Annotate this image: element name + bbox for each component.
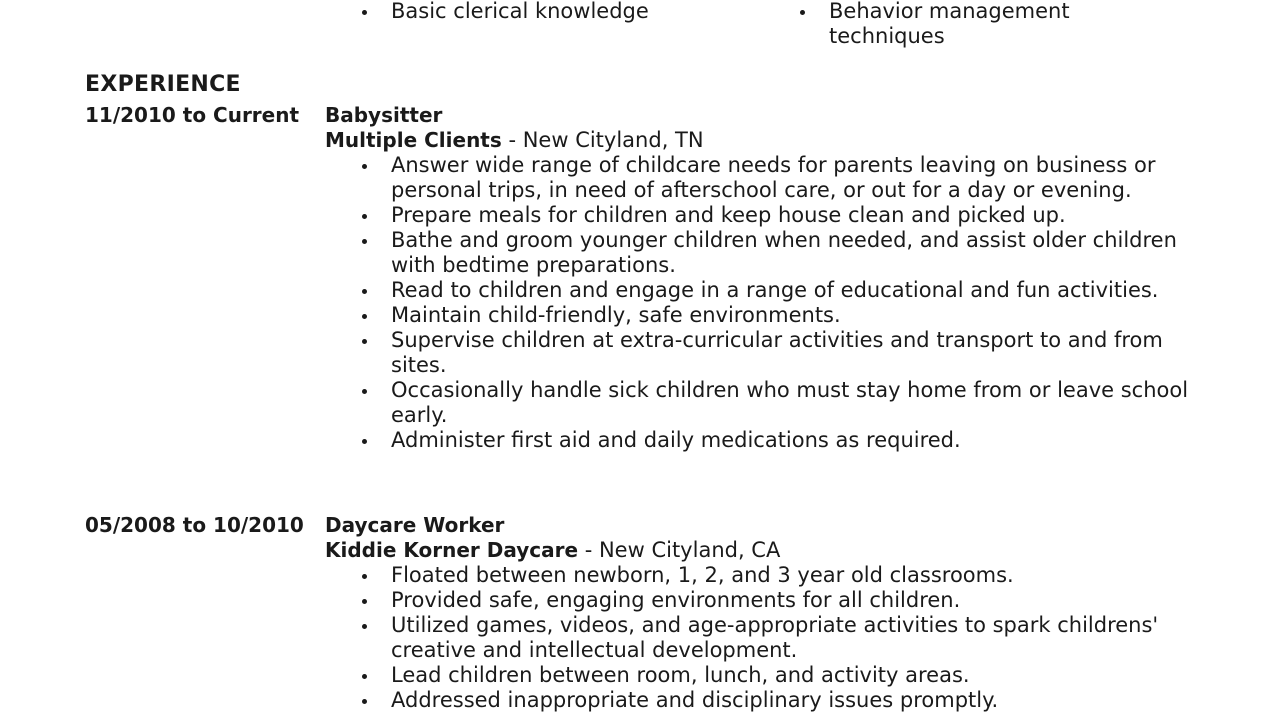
duty-item: Lead children between room, lunch, and activity areas.: [391, 663, 1191, 688]
employer-line: [325, 128, 704, 153]
skill-item: Basic clerical knowledge: [391, 0, 751, 24]
duty-item: Maintain child-friendly, safe environments.: [391, 303, 1191, 328]
duty-item: Administer first aid and daily medications as required.: [391, 428, 1191, 453]
job-duties-list: [391, 563, 1191, 713]
experience-heading: EXPERIENCE: [85, 72, 241, 97]
employer-location: - New Cityland, TN: [501, 128, 704, 152]
duty-item: Answer wide range of childcare needs for parents leaving on business or personal trips, in need of afterschool care, or out for a day or evening.: [391, 153, 1191, 203]
employer-location: - New Cityland, CA: [578, 538, 781, 562]
job-title: Babysitter: [325, 103, 443, 127]
employer-name: Kiddie Korner Daycare: [325, 538, 579, 562]
job-dates: 11/2010 to Current: [85, 103, 300, 127]
duty-item: Floated between newborn, 1, 2, and 3 year old classrooms.: [391, 563, 1191, 588]
job-dates: 05/2008 to 10/2010: [85, 513, 304, 537]
job-title: Daycare Worker: [325, 513, 505, 537]
duty-item: Utilized games, videos, and age-appropriate activities to spark childrens' creative and intellectual development.: [391, 613, 1191, 663]
duty-item: Occasionally handle sick children who must stay home from or leave school early.: [391, 378, 1191, 428]
duty-item: Prepare meals for children and keep house clean and picked up.: [391, 203, 1191, 228]
employer-line: [325, 538, 780, 563]
duty-item: Supervise children at extra-curricular activities and transport to and from sites.: [391, 328, 1191, 378]
duty-item: Addressed inappropriate and disciplinary issues promptly.: [391, 688, 1191, 713]
skills-column-right: [829, 0, 1189, 49]
duty-item: Read to children and engage in a range of educational and fun activities.: [391, 278, 1191, 303]
employer-name: Multiple Clients: [325, 128, 502, 152]
duty-item: Bathe and groom younger children when needed, and assist older children with bedtime preparations.: [391, 228, 1191, 278]
skills-column-left: [391, 0, 751, 24]
duty-item: Provided safe, engaging environments for all children.: [391, 588, 1191, 613]
skill-item: Behavior management techniques: [829, 0, 1189, 49]
job-duties-list: [391, 153, 1191, 453]
